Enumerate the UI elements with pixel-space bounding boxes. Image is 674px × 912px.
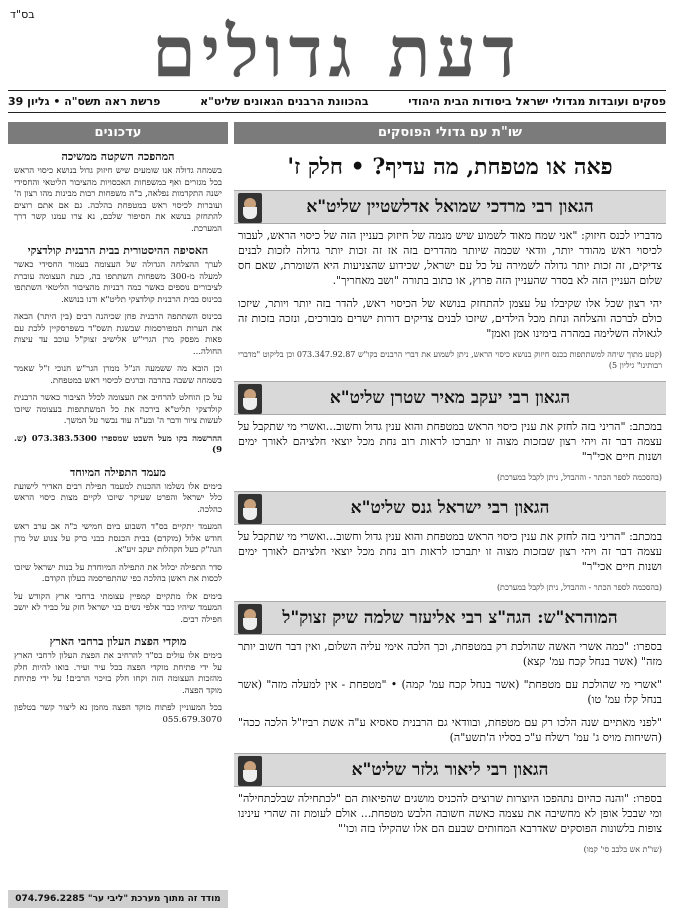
side-item-title: המהפכה השקטה ממשיכה xyxy=(61,150,175,163)
section xyxy=(234,381,666,487)
subline-right: פסקים ועובדות מגדולי ישראל ביסודות הבית היהודי xyxy=(408,94,666,108)
masthead-title: דעת גדולים xyxy=(152,10,522,93)
side-item-body: על כן הוחלט להרחיב את העצומה לכלל הציבור כאשר הרבנית קולדצקי תליט"א בירכה את כל המשתתפות בעצומה שיזכו לעשות ציור ודבר ה' ובע"ה עוד נבשר על המשך. xyxy=(14,393,222,426)
section xyxy=(234,491,666,597)
section-head xyxy=(234,381,666,415)
section-title: הגאון רבי יעקב מאיר שטרן שליט"א xyxy=(329,388,571,408)
side-item-body: לערך ההצלחה הגדולה של העצומה בעמור החסידי כאשר למעלה מ-300 משפחות השתתפו בה, כעת העצומה עוברת לציבורים נוספים כאשר כמה רבניות מהציבור הליטאי השתתפו בכינוס בבית הרבנית קולדצקי תליט"א ודנו בנושא. xyxy=(14,260,222,305)
portrait-icon xyxy=(238,494,262,524)
side-item-body: המעמד יתקיים בס"ד השבוע ביום חמישי כ"ה אב ערב ראש חודש אלול (מוקדם) בבית הכנסת בבני ברק על צנוע של מרן הגה"ק בעל הקהלות יעקב זיע"א. xyxy=(14,522,222,555)
side-item-body: ההרשמה בקו מעל השבט שמספרו 073.383.5300 (ש. 9) xyxy=(14,433,222,455)
side-item-body: בכל המעוניין לפתוח מוקד הפצה מוזמן נא ליצור קשר בטלפון 055.679.3070 xyxy=(14,703,222,725)
section-note: (בהסכמה לספר הכתר - וההבדל, ניתן לקבל במערכת) xyxy=(496,583,662,592)
section-title: הגאון רבי ליאור גלזר שליט"א xyxy=(351,760,549,780)
section-title: הגאון רבי ישראל גנס שליט"א xyxy=(350,498,550,518)
section xyxy=(234,601,666,749)
side-footer: מודד זה מתוך מערכת "ליבי ער" 074.796.2285 xyxy=(8,890,228,908)
section-head xyxy=(234,753,666,787)
section-text: מדבריו לכנס חיזוק: "אני שמח מאוד לשמוע שיש מגמה של חיזוק בעניין הזה של כיסוי הראש, לעבור לכיסוי ראש מהודר יותר, וודאי שכמה שיותר מהדרים בזה אז זה זכות יותר גדולה לזכות לבנים צדיקים, זה זכות יותר גדולה לשמירה על כל עם ישראל, שכידוע שהצניעות היא השומרת, שאם חס שלום העניין הזה לא בסדר שהעניין הזה פרוץ, או כתוב בתורה "ושב מאחריך". xyxy=(238,229,662,287)
section-head xyxy=(234,491,666,525)
side-item-body: סדר התפילה יכלול את התפילה המיוחדת על בנות ישראל שיזכו לכסות את ראשן בהלכה כפי שהתפרסמה בעלון הקודם. xyxy=(14,562,222,584)
section-note: (בהסכמה לספר הכתר - וההבדל, ניתן לקבל במערכת) xyxy=(496,473,662,482)
section-title: המוהרא"ש: הגה"צ רבי אליעזר שלמה שיק זצוק"ל xyxy=(282,608,618,628)
portrait-icon xyxy=(238,756,262,786)
section-head xyxy=(234,601,666,635)
subline xyxy=(8,92,666,110)
subline-left: פרשת ראה תשס"ה • גליון 39 xyxy=(8,94,161,108)
side-item-body: בכינוס השתתפה הרבנית פחן שכיהנה רבים (בין היתר) הבאה את הערות המפורסמות שבשנת תשס"ד בשפרסקיין ללכת עם פאות מפסק מרן הגרי"ש אלישיב זצוק"ל עוכב עד עיצות החולה... xyxy=(14,312,222,357)
side-item-title: מעמד התפילה המיוחד xyxy=(70,465,166,479)
section-note: (שו"ת אש בלבב סי' קמו) xyxy=(583,845,662,854)
side-item-title: האסיפה ההיסטורית בבית הרבנית קולדצקי xyxy=(27,244,209,257)
side-item-title: מוקדי הפצת העלון ברחבי הארץ xyxy=(49,635,187,648)
main-column xyxy=(234,122,666,908)
section-text: "לפני מאתיים שנה הלכו רק עם מטפחת, ובוודאי גם הרבנית סאסיא ע"ה אשת רביז"ל הלכה ככה" (השיחות מויס ג' עמ' רשלח ע"כ בסליו ה'תשע"ה) xyxy=(238,716,662,744)
section xyxy=(234,753,666,859)
section xyxy=(234,190,666,375)
bsd-mark: בס"ד xyxy=(10,8,35,21)
portrait-icon xyxy=(238,604,262,634)
section-text: יהי רצון שכל אלו שקיבלו על עצמן להתחזק בנושא של הכיסוי ראש, להדר בזה יותר ויותר, שיזכו כולם לברכה והצלחה ונחת מכל הילדים, שיזכו לבנים צדיקים דורות ישרים מבורכים, ונזכה בזכות זה לגאולה השלימה במהרה בימינו אמן ואמן" xyxy=(238,297,662,340)
side-column xyxy=(8,122,228,908)
side-item-body: בימים אלו עולים בס"ד להרחיב את הפצת העלון לרחבי הארץ על ידי פתיחת מוקדי הפצה בכל עיר ועיר. בואו להיות חלק מהזכות העצומה הזה וקחו חלק בזיכוי הרבים! על ידי פתיחת מוקד הפצה. xyxy=(14,651,222,696)
side-band: עדכונים xyxy=(8,122,228,144)
subline-mid: בהכוונת הרבנים הגאונים שליט"א xyxy=(200,94,369,108)
section-title: הגאון רבי מרדכי שמואל אדלשטיין שליט"א xyxy=(306,197,594,217)
side-item-body: בשמחה גדולה אנו שומעים שיש חיזוק גדול בנושא כיסוי הראש בכל מגזרים ואף במשפחות האכסויות מהציבור הליטאי והחסידי ישנה התקדמות נפלאה, ב"ה משפחות רבות מבינות מהו רצון ה' ועוברות לכיסוי ראש במטפחת בהלכה. גם אם אתם רוצים להתחזק בנושא את הסיפור שלכם, נא צרו עמנו קשר דרך המערכת. xyxy=(14,166,222,234)
section-text: בספרו: "כמה אשרי האשה שהולכת רק במטפחת, וכך הלכה אימי עליה השלום, ואין דבר חשוב יותר מזה" (אשר בנחל קכח עמ' קצא) xyxy=(238,640,662,668)
side-item-body: וכן הובא מה ששמעה הנ"ל ממרן הגר"ש חנוכי ז"ל שאמר בשמחה ששבה בהרבה וברגים לכיסוי ראש במטפחת. xyxy=(14,364,222,386)
section-text: "אשרי מי שהולכת עם מטפחת" (אשר בנחל קכח עמ' קמה) • "מטפחת - אין למעלה מזה" (אשר בנחל קלז עמ' טו) xyxy=(238,678,662,706)
section-text: בספרו: "והנה כהיום נתהפכו היוצרות שרוצים להכניס מושגים שהפיאות הם "לכתחילה שבלכתחילה" ומי שבכל אופן לא מחשיבה את עצמה כאשה חשובה הלבש מטפחת... אולם לעומת זה שהרי עינינו צופות בלשונות הפוסקים שאדרבא המחותים שבעם הם אלו שהקילו בזה וכו'" xyxy=(238,792,662,835)
headline: פאה או מטפחת, מה עדיף? • חלק ז' xyxy=(287,154,613,180)
side-item-body: בימים אלו נשלמו ההכנות למעמד תפילת רבים האדיר לישועת כלל ישראל והפרט שעיקר שיזכו לקיים מצות כיסוי הראש כהלכה. xyxy=(14,481,222,515)
side-items xyxy=(8,144,228,888)
divider xyxy=(8,112,666,113)
section-text: במכתב: "הריני בזה לחזק את ענין כיסוי הראש במטפחת והוא ענין גדול וחשוב...ואשרי מי שתקבל על עצמה דבר זה ויהי רצון שבזכות מצוה זו יתברכו לראות רוב נחת מכל יוצאי חלציהם לאורך ימים ושנות חיים אכי"ר" xyxy=(238,420,662,463)
portrait-icon xyxy=(238,384,262,414)
section-text: במכתב: "הריני בזה לחזק את ענין כיסוי הראש במטפחת והוא ענין גדול וחשוב...ואשרי מי שתקבל על עצמה דבר זה ויהי רצון שבזכות מצוה זו יתברכו לראות רוב נחת מכל יוצאי חלציהם לאורך ימים ושנות חיים אכי"ר" xyxy=(238,530,662,573)
divider xyxy=(8,90,666,91)
section-note: (קטע מתוך שיחה למשתתפות בכנס חיזוק בנושא כיסוי הראש, ניתן לשמוע את דברי הרבנים בקו"ש 073.347.92.87 וכן בליקוט "מדברי רבותינו" גיליון 5) xyxy=(238,350,662,370)
main-band: שו"ת עם גדולי הפוסקים xyxy=(234,122,666,144)
portrait-icon xyxy=(238,193,262,223)
section-head xyxy=(234,190,666,224)
side-item-body: בימים אלו מתקיים קמפיין עצומתי ברחבי ארץ הקודש על המעמד שיהיו כבר אלפי נשים בני ישראל חזק על כביר לא יושב חפילה רבים. xyxy=(14,591,222,625)
